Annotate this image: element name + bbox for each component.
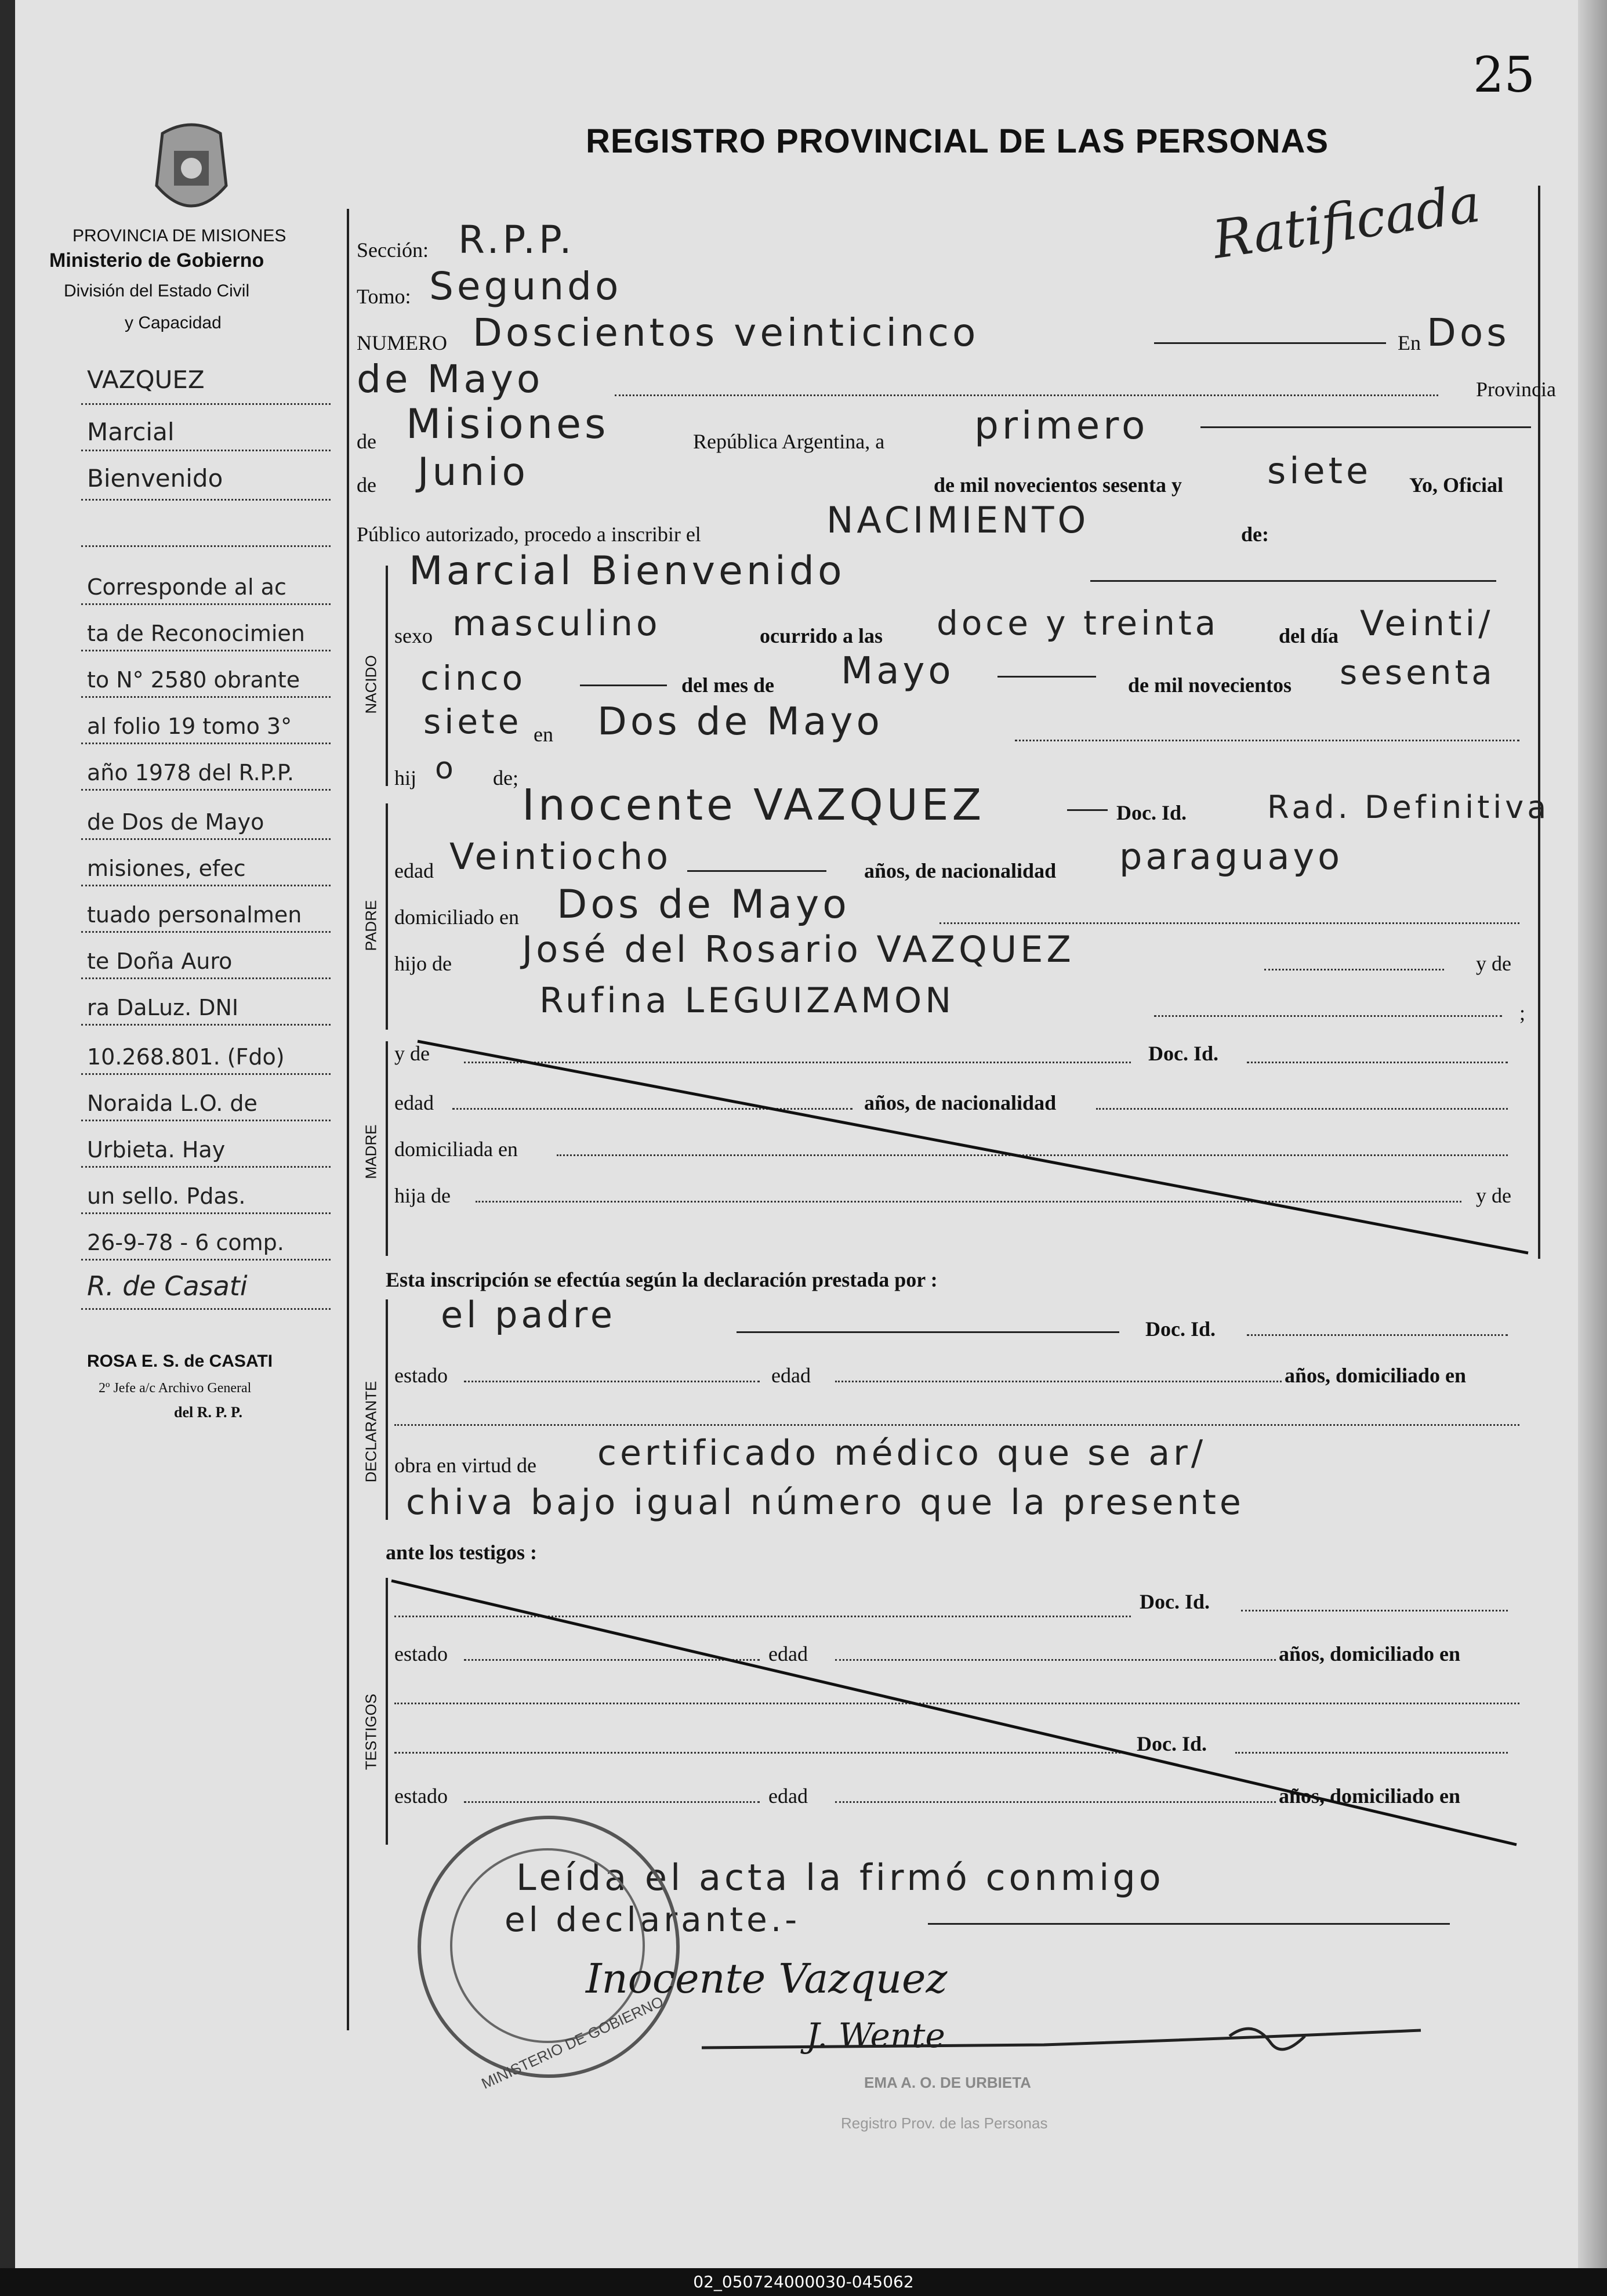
label-de-mil-2: de mil novecientos (1128, 673, 1292, 697)
clerk-title: 2º Jefe a/c Archivo General (99, 1381, 252, 1396)
oficial-name: EMA A. O. DE URBIETA (864, 2074, 1031, 2091)
label-en-lugar: en (534, 723, 553, 746)
value-anio2: siete (423, 702, 523, 741)
margin-note-line: to N° 2580 obrante (87, 667, 300, 693)
margin-surname: VAZQUEZ (87, 365, 205, 394)
margin-note-line: Noraida L.O. de (87, 1091, 257, 1116)
label-estado-declarante: estado (394, 1364, 448, 1387)
clerk-title-2: del R. P. P. (174, 1404, 242, 1421)
margin-note-line: misiones, efec (87, 856, 246, 881)
label-semicolon: ; (1519, 1001, 1526, 1024)
value-cierre-2: el declarante.- (505, 1900, 801, 1939)
label-de-mes: de (357, 473, 376, 497)
margin-note-line: ra DaLuz. DNI (87, 995, 239, 1020)
label-doc-id-declarante: Doc. Id. (1145, 1317, 1216, 1341)
signature-oficial: J. Wente (806, 2016, 945, 2055)
value-en-lugar: Dos (1427, 310, 1510, 355)
value-padre-edad: Veintiocho (449, 835, 672, 878)
label-y-de-madre: y de (394, 1042, 430, 1065)
label-doc-id-testigo1: Doc. Id. (1140, 1590, 1210, 1613)
signature-flourish (696, 2013, 1450, 2065)
header-division: División del Estado Civil (64, 281, 250, 300)
label-yo-oficial: Yo, Oficial (1409, 473, 1503, 497)
header-province: PROVINCIA DE MISIONES (72, 226, 286, 245)
header-capacity: y Capacidad (125, 313, 222, 332)
label-domiciliada: domiciliada en (394, 1138, 518, 1161)
margin-note-line: 10.268.801. (Fdo) (87, 1044, 285, 1070)
label-edad-declarante: edad (771, 1364, 811, 1387)
label-edad-madre: edad (394, 1091, 434, 1114)
label-doc-id-madre: Doc. Id. (1148, 1042, 1219, 1065)
value-dia2: cinco (420, 658, 527, 698)
signature-declarante: Inocente Vazquez (586, 1955, 948, 2002)
value-seccion: R.P.P. (458, 218, 575, 262)
value-tipo: NACIMIENTO (826, 499, 1090, 541)
value-abuelo: José del Rosario VAZQUEZ (522, 928, 1075, 970)
page-title: REGISTRO PROVINCIAL DE LAS PERSONAS (586, 122, 1329, 160)
value-mes-insc: Junio (418, 450, 529, 494)
book-binding (0, 0, 15, 2268)
label-de-colon: de: (1241, 523, 1269, 546)
value-dia-insc: primero (974, 403, 1149, 448)
margin-note-line: Corresponde al ac (87, 574, 286, 600)
oficial-title: Registro Prov. de las Personas (841, 2114, 1048, 2132)
label-obra: obra en virtud de (394, 1454, 536, 1477)
value-dia: Veinti/ (1360, 603, 1494, 644)
seal-text: MINISTERIO DE GOBIERNO (478, 1993, 666, 2092)
value-padre-doc: Rad. Definitiva (1267, 789, 1550, 825)
label-anos-nac-madre: años, de nacionalidad (864, 1091, 1057, 1114)
label-anos-nac-padre: años, de nacionalidad (864, 859, 1057, 882)
official-seal (418, 1816, 680, 2092)
page-edge (1578, 0, 1607, 2268)
section-label-madre: MADRE (362, 1124, 380, 1179)
label-sexo: sexo (394, 624, 433, 647)
label-anos-dom-testigo2: años, domiciliado en (1279, 1784, 1461, 1808)
margin-note-line: de Dos de Mayo (87, 809, 264, 835)
value-obra-1: certificado médico que se ar/ (597, 1433, 1207, 1473)
label-y-de-madre-2: y de (1476, 1184, 1511, 1207)
label-hij: hij (394, 766, 417, 790)
margin-note-line: un sello. Pdas. (87, 1183, 246, 1209)
margin-given2: Bienvenido (87, 464, 223, 492)
value-lugar-nac: Dos de Mayo (597, 699, 883, 744)
label-tomo: Tomo: (357, 285, 411, 308)
value-obra-2: chiva bajo igual número que la presente (406, 1482, 1245, 1523)
section-label-nacido: NACIDO (362, 655, 380, 714)
label-de: de (357, 430, 376, 453)
section-label-declarante: DECLARANTE (362, 1381, 380, 1483)
label-ante-testigos: ante los testigos : (386, 1541, 537, 1564)
label-hija-de: hija de (394, 1184, 451, 1207)
label-de-semicolon: de; (493, 766, 518, 790)
strike-line-testigos (389, 1578, 1525, 1850)
coat-of-arms-emblem (139, 116, 244, 220)
label-y-de: y de (1476, 952, 1511, 975)
value-declarante: el padre (441, 1294, 616, 1336)
margin-note-line: Urbieta. Hay (87, 1137, 226, 1163)
clerk-name: ROSA E. S. de CASATI (87, 1352, 273, 1371)
footer-filename: 02_050724000030-045062 (0, 2268, 1607, 2296)
label-hijo-de: hijo de (394, 952, 452, 975)
value-anio: sesenta (1340, 653, 1496, 692)
value-mes: Mayo (841, 650, 955, 693)
label-edad-padre: edad (394, 859, 434, 882)
value-numero: Doscientos veinticinco (473, 310, 980, 355)
strike-line-madre (394, 1038, 1531, 1259)
label-de-mil: de mil novecientos sesenta y (934, 473, 1182, 497)
section-label-testigos: TESTIGOS (362, 1693, 380, 1770)
value-lugar2: de Mayo (357, 357, 544, 401)
label-numero: NUMERO (357, 331, 448, 354)
label-edad-testigo1: edad (768, 1642, 808, 1665)
value-padre-nombre: Inocente VAZQUEZ (522, 780, 985, 830)
label-del-mes: del mes de (681, 673, 774, 697)
margin-note-line: ta de Reconocimien (87, 621, 305, 646)
value-padre-dom: Dos de Mayo (557, 882, 850, 928)
value-abuela: Rufina LEGUIZAMON (539, 980, 955, 1021)
margin-note-line: año 1978 del R.P.P. (87, 760, 294, 785)
header-ministry: Ministerio de Gobierno (49, 249, 264, 271)
label-anos-dom-testigo1: años, domiciliado en (1279, 1642, 1461, 1665)
value-anio-insc: siete (1267, 450, 1372, 492)
label-en: En (1398, 331, 1421, 354)
label-doc-id-padre: Doc. Id. (1116, 801, 1187, 824)
value-hij-suffix: o (435, 751, 457, 786)
value-sexo: masculino (452, 603, 661, 644)
label-domiciliado-padre: domiciliado en (394, 906, 519, 929)
margin-note-line: tuado personalmen (87, 902, 302, 928)
clerk-signature: R. de Casati (87, 1270, 248, 1302)
margin-note-line: 26-9-78 - 6 comp. (87, 1230, 284, 1255)
label-estado-testigo1: estado (394, 1642, 448, 1665)
label-ocurrido: ocurrido a las (760, 624, 883, 647)
value-tomo: Segundo (429, 264, 622, 309)
label-doc-id-testigo2: Doc. Id. (1137, 1732, 1207, 1755)
page-number: 25 (1473, 46, 1535, 103)
value-hora: doce y treinta (937, 603, 1220, 643)
value-padre-nac: paraguayo (1119, 835, 1344, 878)
label-provincia: Provincia (1476, 378, 1556, 401)
ratificada-stamp: Ratificada (1209, 173, 1484, 271)
value-cierre-1: Leída el acta la firmó conmigo (516, 1856, 1165, 1899)
label-republica: República Argentina, a (693, 430, 885, 453)
section-label-padre: PADRE (362, 900, 380, 951)
label-publico: Público autorizado, procedo a inscribir el (357, 523, 701, 546)
label-anos-dom-declarante: años, domiciliado en (1285, 1364, 1467, 1387)
margin-note-line: al folio 19 tomo 3° (87, 714, 292, 739)
value-nombre: Marcial Bienvenido (409, 548, 846, 594)
label-seccion: Sección: (357, 238, 429, 262)
value-provincia: Misiones (406, 400, 610, 448)
label-del-dia: del día (1279, 624, 1339, 647)
margin-note-line: te Doña Auro (87, 948, 233, 974)
label-estado-testigo2: estado (394, 1784, 448, 1808)
margin-given1: Marcial (87, 418, 175, 446)
label-edad-testigo2: edad (768, 1784, 808, 1808)
label-esta-inscripcion: Esta inscripción se efectúa según la declaración prestada por : (386, 1268, 938, 1291)
